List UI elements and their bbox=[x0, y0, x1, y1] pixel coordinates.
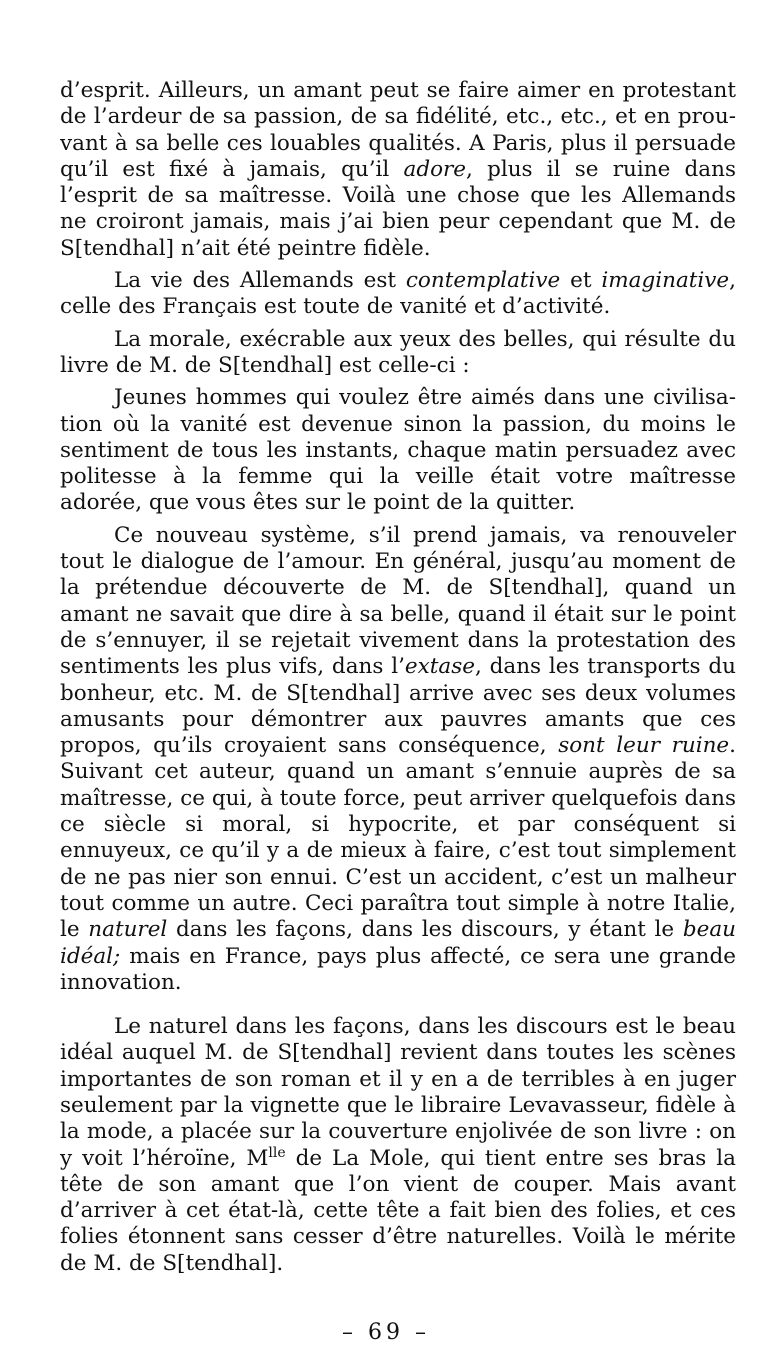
emphasis: sont leur ruine bbox=[558, 733, 730, 759]
emphasis: beau idéal; bbox=[60, 917, 736, 969]
paragraph: La vie des Allemands est contemplative et imaginative, celle des Français est toute de vanité et d’activité. bbox=[60, 268, 736, 320]
paragraph: d’esprit. Ailleurs, un amant peut se faire aimer en protestant de l’ardeur de sa passion, de sa fidélité, etc., etc., et en prouvant à sa belle ces louables qualités. A Paris, plus il persuade qu’il est fixé à jamais, qu’il adore, plus il se ruine dans l’esprit de sa maîtresse. Voilà une chose que les Allemands ne croiront jamais, mais j’ai bien peur cependant que M. de S[tendhal] n’ait été peintre fidèle. bbox=[60, 78, 736, 261]
paragraph: Le naturel dans les façons, dans les discours est le beau idéal auquel M. de S[tendhal] revient dans toutes les scènes importantes de son roman et il y en a de terribles à en juger seulement par la vignette que le libraire Levavasseur, fidèle à la mode, a placée sur la couverture enjolivée de son livre : on y voit l’héroïne, $M^{lle}$ de La Mole, qui tient entre ses bras la tête de son amant que l’on vient de couper. Mais avant d’arriver à cet état-là, cette tête a fait bien des folies, et ces folies étonnent sans cesser d’être naturelles. Voilà le mérite de M. de S[tendhal]. bbox=[60, 1014, 736, 1276]
paragraph: Jeunes hommes qui voulez être aimés dans une civilisation où la vanité est devenue sinon la passion, du moins le sentiment de tous les instants, chaque matin persuadez avec politesse à la femme qui la veille était votre maîtresse adorée, que vous êtes sur le point de la quitter. bbox=[60, 385, 736, 516]
superscript: lle bbox=[268, 1144, 286, 1161]
paragraph: Ce nouveau système, s’il prend jamais, va renouveler tout le dialogue de l’amour. En général, jusqu’au moment de la prétendue découverte de M. de S[tendhal], quand un amant ne savait que dire à sa belle, quand il était sur le point de s’ennuyer, il se rejetait vivement dans la protestation des sentiments les plus vifs, dans l’extase, dans les transports du bonheur, etc. M. de S[tendhal] arrive avec ses deux volumes amusants pour démontrer aux pauvres amants que ces propos, qu’ils croyaient sans conséquence, sont leur ruine. Suivant cet auteur, quand un amant s’ennuie auprès de sa maîtresse, ce qui, à toute force, peut arriver quelquefois dans ce siècle si moral, si hypocrite, et par conséquent si ennuyeux, ce qu’il y a de mieux à faire, c’est tout simplement de ne pas nier son ennui. C’est un accident, c’est un malheur tout comme un autre. Ceci paraîtra tout simple à notre Italie, le naturel dans les façons, dans les discours, y étant le beau idéal; mais en France, pays plus affecté, ce sera une grande innovation. bbox=[60, 522, 736, 995]
emphasis: extase bbox=[404, 654, 475, 680]
paragraph: La morale, exécrable aux yeux des belles, qui résulte du livre de M. de S[tendhal] est celle-ci : bbox=[60, 326, 736, 378]
emphasis: imaginative bbox=[601, 268, 730, 294]
emphasis: adore bbox=[403, 156, 467, 182]
emphasis: naturel bbox=[88, 917, 168, 943]
page-number: – 69 – bbox=[342, 1320, 430, 1345]
emphasis: contemplative bbox=[405, 268, 561, 294]
page-body bbox=[60, 78, 736, 1283]
